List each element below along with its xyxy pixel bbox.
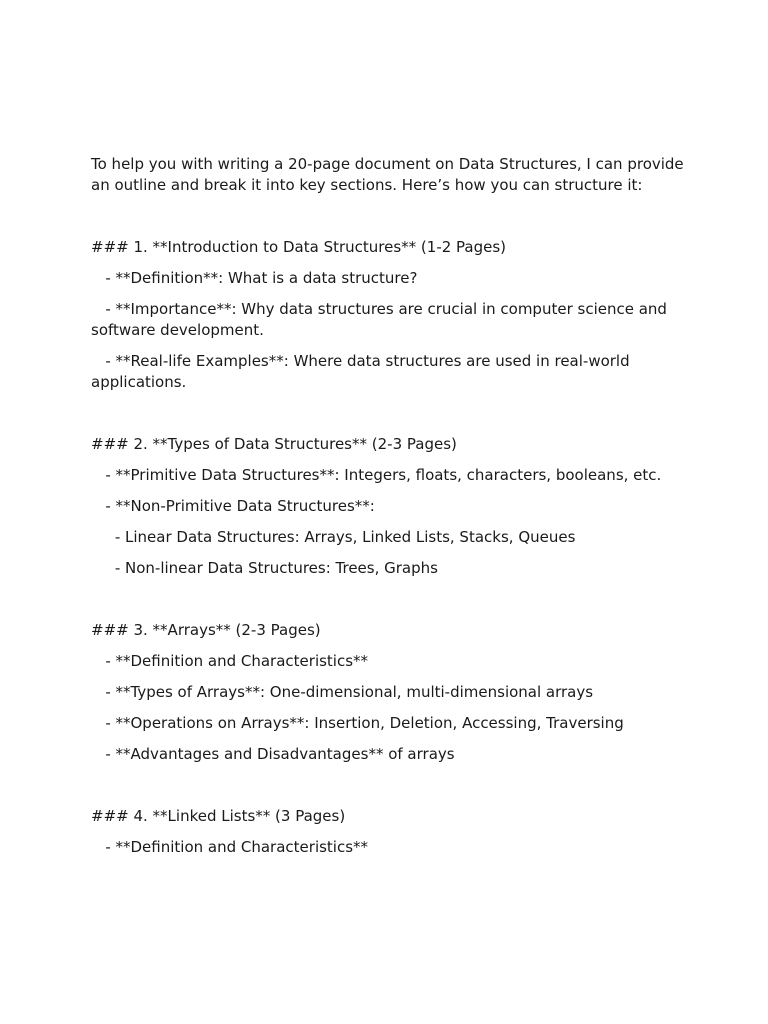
section-heading: ### 1. **Introduction to Data Structures** (1-2 Pages) xyxy=(91,238,507,256)
list-item: - **Non-Primitive Data Structures**: xyxy=(91,497,375,515)
section-heading: ### 3. **Arrays** (2-3 Pages) xyxy=(91,621,321,639)
list-item: - Non-linear Data Structures: Trees, Graphs xyxy=(91,559,438,577)
list-item: - **Importance**: Why data structures are crucial in computer science and software development. xyxy=(91,300,672,339)
list-item: - **Definition**: What is a data structure? xyxy=(91,269,418,287)
section-heading: ### 4. **Linked Lists** (3 Pages) xyxy=(91,807,346,825)
list-item: - **Advantages and Disadvantages** of arrays xyxy=(91,745,455,763)
list-item: - **Operations on Arrays**: Insertion, Deletion, Accessing, Traversing xyxy=(91,714,624,732)
list-item: - **Definition and Characteristics** xyxy=(91,838,369,856)
list-item: - Linear Data Structures: Arrays, Linked Lists, Stacks, Queues xyxy=(91,528,576,546)
list-item: - **Real-life Examples**: Where data structures are used in real-world applications. xyxy=(91,352,635,391)
intro-paragraph: To help you with writing a 20-page document on Data Structures, I can provide an outline and break it into key sections. Here’s how you can structure it: xyxy=(91,155,689,194)
section-heading: ### 2. **Types of Data Structures** (2-3 Pages) xyxy=(91,435,457,453)
list-item: - **Types of Arrays**: One-dimensional, multi-dimensional arrays xyxy=(91,683,594,701)
list-item: - **Definition and Characteristics** xyxy=(91,652,369,670)
list-item: - **Primitive Data Structures**: Integers, floats, characters, booleans, etc. xyxy=(91,466,662,484)
document-body xyxy=(91,154,691,858)
